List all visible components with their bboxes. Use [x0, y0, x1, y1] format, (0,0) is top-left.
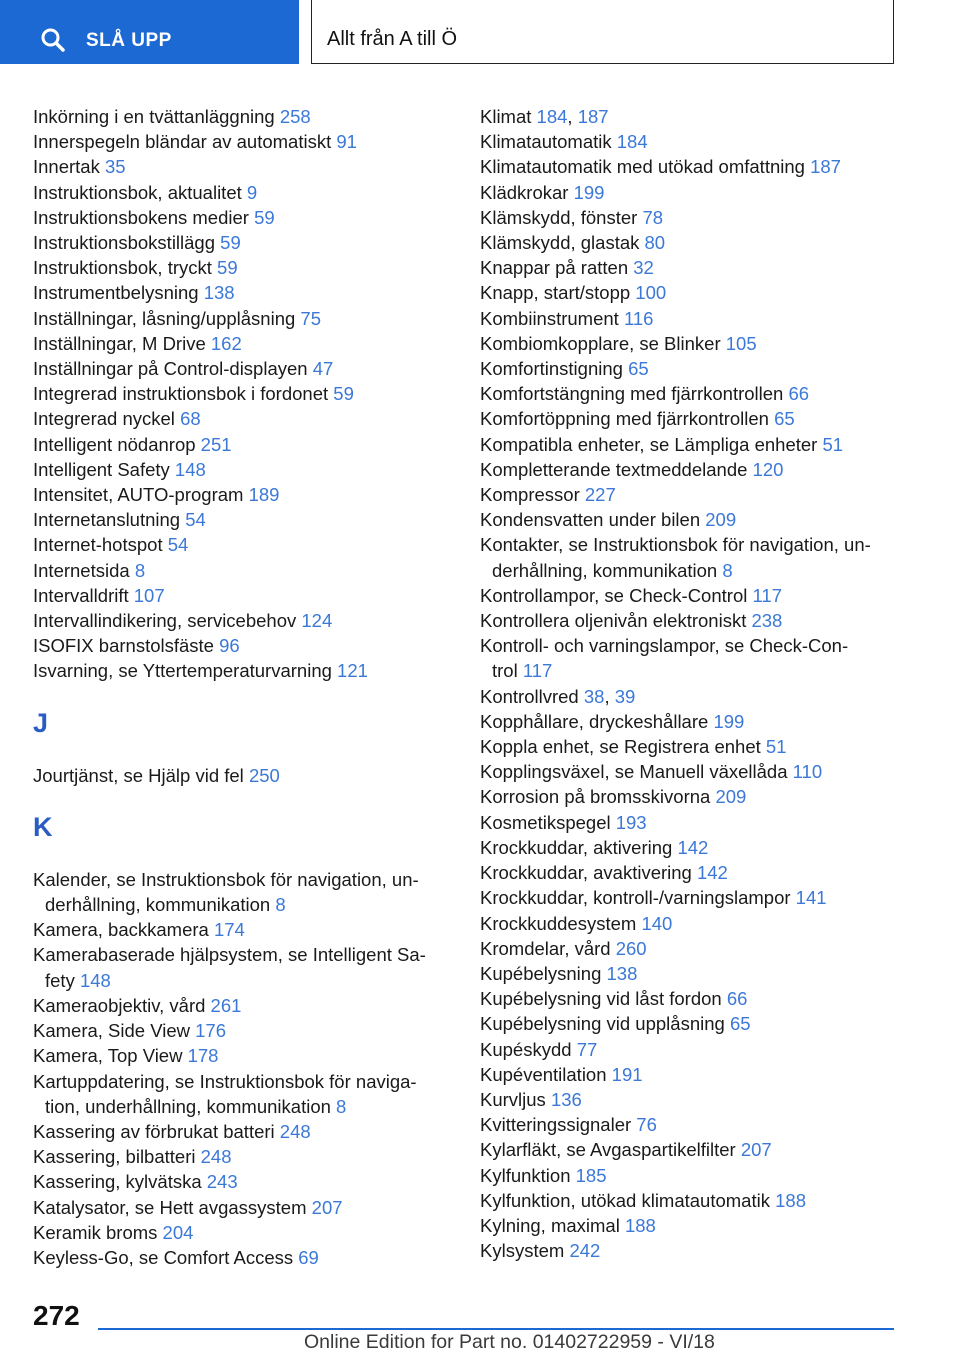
index-entry [480, 1112, 900, 1137]
index-entry [480, 482, 900, 507]
page-reference-link[interactable]: 138 [606, 962, 638, 984]
index-entry-text: Komfortöppning med fjärrkontrollen [480, 408, 775, 430]
index-entry-text: trol [492, 660, 523, 682]
index-entry-text: fety [45, 969, 80, 991]
index-entry [33, 356, 443, 381]
index-entry [33, 583, 443, 608]
page-reference-link[interactable]: 193 [615, 811, 647, 833]
index-entry-text: Kamera, Top View [33, 1045, 188, 1067]
page-reference-link[interactable]: 8 [134, 559, 146, 581]
page-reference-link[interactable]: 124 [301, 610, 333, 632]
page-reference-link[interactable]: 142 [696, 862, 728, 884]
index-entry-text: Kamera, Side View [33, 1020, 196, 1042]
index-entry-text: Kontroll- och varningslampor, se Check-Con- [480, 635, 849, 657]
page-reference-link[interactable]: 148 [174, 458, 206, 480]
index-entry [480, 1087, 900, 1112]
index-entry [480, 205, 900, 230]
index-entry-text: Klämskydd, glastak [480, 232, 645, 254]
page-reference-link[interactable]: 38 [583, 685, 605, 707]
index-entry-text: Krockkuddar, kontroll-/varningslampor [480, 887, 796, 909]
index-entry [480, 331, 900, 356]
index-entry-text: Instruktionsbok, tryckt [33, 257, 218, 279]
index-entry-text: Kupéskydd [480, 1038, 577, 1060]
index-entry-text: Kassering av förbrukat batteri [33, 1120, 280, 1142]
index-entry [480, 1238, 900, 1263]
index-entry [480, 1137, 900, 1162]
index-entry [33, 1245, 443, 1270]
index-entry [33, 482, 443, 507]
index-entry-text: Knapp, start/stopp [480, 282, 636, 304]
index-entry-text: Kupébelysning [480, 962, 607, 984]
index-entry-text: Intelligent nödanrop [33, 433, 201, 455]
index-entry-text: Klädkrokar [480, 181, 574, 203]
index-entry [33, 763, 443, 788]
index-entry-text: ISOFIX barnstolsfäste [33, 635, 220, 657]
page-reference-link[interactable]: 138 [203, 282, 235, 304]
index-entry-text: Inställningar på Control-displayen [33, 358, 313, 380]
page-reference-link[interactable]: 261 [210, 994, 242, 1016]
index-entry [480, 180, 900, 205]
index-entry-text: Kompatibla enheter, se Lämpliga enheter [480, 433, 823, 455]
index-entry [33, 331, 443, 356]
index-entry-text: Instrumentbelysning [33, 282, 204, 304]
page-reference-link[interactable]: 59 [254, 206, 275, 228]
page-reference-link[interactable]: 65 [628, 358, 649, 380]
page-reference-link[interactable]: 148 [79, 969, 111, 991]
index-entry [33, 507, 443, 532]
index-entry-text: Instruktionsbokstillägg [33, 232, 221, 254]
page-reference-link[interactable]: 238 [751, 610, 783, 632]
index-entry-text: Innertak [33, 156, 105, 178]
index-entry-text: Kombiinstrument [480, 307, 624, 329]
index-entry-text: Integrerad instruktionsbok i fordonet [33, 383, 334, 405]
page-reference-link[interactable]: 35 [105, 156, 126, 178]
index-entry-text: Kartuppdatering, se Instruktionsbok för naviga- [33, 1070, 417, 1092]
index-entry [33, 280, 443, 305]
index-entry [480, 1213, 900, 1238]
page-reference-link[interactable]: 76 [636, 1114, 657, 1136]
index-entry [33, 993, 443, 1018]
index-entry [480, 154, 900, 179]
index-letter-heading: J [33, 707, 49, 738]
section-title-box [311, 0, 894, 64]
index-column-left [33, 104, 443, 1270]
index-entry-text: Korrosion på bromsskivorna [480, 786, 716, 808]
search-button[interactable] [0, 0, 299, 64]
index-entry [480, 1163, 900, 1188]
index-entry-text: Kassering, kylvätska [33, 1171, 207, 1193]
index-entry-text: derhållning, kommunikation [492, 559, 723, 581]
page-reference-link[interactable]: 174 [213, 919, 245, 941]
index-entry-text: Kopphållare, dryckeshållare [480, 710, 714, 732]
page-reference-link[interactable]: 191 [611, 1063, 643, 1085]
index-entry [33, 1220, 443, 1245]
index-entry [33, 608, 443, 633]
index-entry [480, 306, 900, 331]
index-entry-text: derhållning, kommunikation [45, 894, 276, 916]
index-entry [33, 306, 443, 331]
index-entry [480, 280, 900, 305]
page-reference-link[interactable]: 59 [217, 257, 238, 279]
index-entry-text: Komfortinstigning [480, 358, 629, 380]
index-entry-text: Klimatautomatik med utökad omfattning [480, 156, 811, 178]
page-reference-link[interactable]: 207 [740, 1139, 772, 1161]
page-reference-link[interactable]: 54 [167, 534, 189, 556]
page-reference-link[interactable]: 100 [635, 282, 667, 304]
index-entry [33, 1169, 443, 1194]
index-entry [480, 633, 900, 683]
page-reference-link[interactable]: 117 [752, 584, 782, 606]
page-reference-link[interactable]: 248 [279, 1120, 311, 1142]
index-entry-text: Kameraobjektiv, vård [33, 994, 211, 1016]
page-reference-link[interactable]: 65 [729, 1013, 751, 1035]
index-entry-text: Kosmetikspegel [480, 811, 616, 833]
page-ref-separator: , [604, 685, 615, 707]
index-entry [33, 1018, 443, 1043]
index-entry [33, 1069, 443, 1119]
index-entry [480, 734, 900, 759]
page-reference-link[interactable]: 204 [162, 1221, 194, 1243]
index-entry-text: Kylsystem [480, 1240, 570, 1262]
index-entry [480, 507, 900, 532]
index-entry [480, 885, 900, 910]
index-entry [480, 784, 900, 809]
page-reference-link[interactable]: 77 [576, 1038, 598, 1060]
index-entry-text: Innerspegeln bländar av automatiskt [33, 131, 337, 153]
index-entry-text: Kamerabaserade hjälpsystem, se Intelligent Sa- [33, 944, 426, 966]
index-entry-text: Kupéventilation [480, 1063, 612, 1085]
index-entry-text: Keramik broms [33, 1221, 163, 1243]
index-entry [33, 1144, 443, 1169]
page-reference-link[interactable]: 51 [822, 433, 844, 455]
index-entry [33, 1043, 443, 1068]
page-reference-link[interactable]: 47 [312, 358, 334, 380]
index-entry-text: Kromdelar, vård [480, 937, 616, 959]
index-entry-text: Kontrollera oljenivån elektroniskt [480, 610, 752, 632]
search-icon [40, 27, 66, 53]
page-reference-link[interactable]: 105 [725, 332, 757, 354]
page-reference-link[interactable]: 78 [642, 206, 664, 228]
page-reference-link[interactable]: 8 [275, 894, 286, 916]
page-reference-link[interactable]: 199 [713, 710, 745, 732]
index-entry [33, 154, 443, 179]
index-entry-text: Inställningar, låsning/upplåsning [33, 307, 301, 329]
index-entry [480, 835, 900, 860]
index-entry [33, 658, 443, 683]
page-reference-link[interactable]: 91 [336, 131, 357, 153]
page-reference-link[interactable]: 59 [220, 232, 241, 254]
index-entry-text: Krockkuddar, avaktivering [480, 862, 697, 884]
index-entry [480, 608, 900, 633]
index-entry-text: Kompletterande textmeddelande [480, 458, 753, 480]
page-reference-link[interactable]: 69 [298, 1246, 319, 1268]
index-entry-text: Isvarning, se Yttertemperaturvarning [33, 660, 338, 682]
index-entry [480, 104, 900, 129]
page-reference-link[interactable]: 110 [792, 761, 823, 783]
page-reference-link[interactable]: 9 [246, 181, 258, 203]
index-entry [480, 381, 900, 406]
index-entry [480, 759, 900, 784]
index-letter-heading: K [33, 811, 53, 842]
index-entry-text: Kompressor [480, 484, 585, 506]
page-reference-link[interactable]: 187 [577, 106, 609, 127]
footer-divider [98, 1328, 894, 1330]
index-entry [33, 942, 443, 992]
page-reference-link[interactable]: 250 [248, 764, 280, 786]
page-reference-link[interactable]: 188 [775, 1189, 806, 1211]
index-entry [480, 860, 900, 885]
index-entry [33, 129, 443, 154]
index-entry-text: Kupébelysning vid upplåsning [480, 1013, 730, 1035]
index-entry [480, 709, 900, 734]
index-entry [480, 255, 900, 280]
index-entry [480, 1188, 900, 1213]
page-reference-link[interactable]: 59 [333, 383, 354, 405]
index-entry [33, 381, 443, 406]
page-reference-link[interactable]: 209 [715, 786, 747, 808]
index-entry [480, 936, 900, 961]
index-entry [33, 867, 443, 917]
index-entry [33, 1119, 443, 1144]
index-entry-text: Kylfunktion [480, 1164, 576, 1186]
search-button-label: SLÅ UPP [86, 30, 172, 51]
index-entry [33, 180, 443, 205]
page-reference-link[interactable]: 65 [774, 408, 795, 430]
index-entry-text: Intervalldrift [33, 584, 134, 606]
index-entry [480, 911, 900, 936]
page-reference-link[interactable]: 176 [195, 1020, 227, 1042]
page-ref-separator: , [567, 106, 578, 127]
index-entry-text: Kurvljus [480, 1088, 551, 1110]
page-reference-link[interactable]: 199 [573, 181, 605, 203]
page-reference-link[interactable]: 120 [752, 458, 784, 480]
page-reference-link[interactable]: 141 [795, 887, 827, 909]
page-reference-link[interactable]: 8 [722, 559, 733, 581]
page-reference-link[interactable]: 80 [644, 232, 666, 254]
page-reference-link[interactable]: 96 [219, 635, 240, 657]
index-entry [33, 104, 443, 129]
index-entry-text: Kylning, maximal [480, 1214, 625, 1236]
footer-edition-text: Online Edition for Part no. 01402722959 - VI/18 [304, 1331, 715, 1353]
page-reference-link[interactable]: 121 [337, 660, 368, 682]
page-reference-link[interactable]: 189 [248, 484, 280, 506]
page-reference-link[interactable]: 188 [624, 1214, 656, 1236]
index-entry-text: Instruktionsbokens medier [33, 206, 255, 228]
page-reference-link[interactable]: 207 [311, 1196, 343, 1218]
index-entry-text: Kvitteringssignaler [480, 1114, 637, 1136]
index-entry-text: Kassering, bilbatteri [33, 1146, 201, 1168]
page-reference-link[interactable]: 209 [705, 509, 737, 531]
index-entry-text: Intervallindikering, servicebehov [33, 610, 302, 632]
index-entry-text: Jourtjänst, se Hjälp vid fel [33, 764, 249, 786]
index-entry-text: Klimat [480, 106, 537, 127]
index-entry-text: Klämskydd, fönster [480, 206, 643, 228]
page-reference-link[interactable]: 178 [187, 1045, 219, 1067]
index-entry-text: Kopplingsväxel, se Manuell växellåda [480, 761, 793, 783]
index-entry-text: Kontakter, se Instruktionsbok för navigation, un- [480, 534, 871, 556]
page-reference-link[interactable]: 8 [336, 1095, 347, 1117]
section-title: Allt från A till Ö [327, 28, 458, 50]
index-entry [480, 986, 900, 1011]
page-reference-link[interactable]: 184 [616, 131, 648, 153]
index-entry [33, 558, 443, 583]
index-entry-text: Kylarfläkt, se Avgaspartikelfilter [480, 1139, 741, 1161]
index-entry-text: Klimatautomatik [480, 131, 617, 153]
page-reference-link[interactable]: 140 [641, 912, 673, 934]
index-entry-text: Krockkuddar, aktivering [480, 836, 678, 858]
index-entry [480, 810, 900, 835]
index-entry-text: Internetsida [33, 559, 135, 581]
index-entry-text: Internet-hotspot [33, 534, 168, 556]
index-entry [480, 1062, 900, 1087]
page-reference-link[interactable]: 260 [615, 937, 647, 959]
index-entry [480, 432, 900, 457]
page-reference-link[interactable]: 68 [180, 408, 201, 430]
index-entry [33, 1195, 443, 1220]
index-entry-text: Krockkuddesystem [480, 912, 642, 934]
index-entry [33, 917, 443, 942]
index-entry-text: Kamera, backkamera [33, 919, 214, 941]
index-entry-text: Intensitet, AUTO-program [33, 484, 249, 506]
page-reference-link[interactable]: 51 [765, 736, 787, 758]
page-reference-link[interactable]: 184 [536, 106, 568, 127]
index-entry-text: Katalysator, se Hett avgassystem [33, 1196, 312, 1218]
page-reference-link[interactable]: 251 [200, 433, 232, 455]
index-entry-text: Kontrollvred [480, 685, 584, 707]
index-entry-text: Kondensvatten under bilen [480, 509, 706, 531]
page-reference-link[interactable]: 54 [185, 509, 206, 531]
index-entry [480, 406, 900, 431]
index-entry [480, 457, 900, 482]
index-entry [480, 1037, 900, 1062]
page-reference-link[interactable]: 107 [133, 584, 165, 606]
index-entry-text: Kupébelysning vid låst fordon [480, 988, 727, 1010]
index-entry-text: Inställningar, M Drive [33, 332, 211, 354]
index-entry-text: Integrerad nyckel [33, 408, 181, 430]
index-entry-text: Keyless-Go, se Comfort Access [33, 1246, 299, 1268]
page-number: 272 [33, 1300, 80, 1331]
page-reference-link[interactable]: 242 [569, 1240, 601, 1262]
index-entry [480, 684, 900, 709]
page-reference-link[interactable]: 243 [206, 1171, 238, 1193]
index-entry [480, 1011, 900, 1036]
index-entry-text: Koppla enhet, se Registrera enhet [480, 736, 766, 758]
index-entry [33, 406, 443, 431]
index-entry-text: Komfortstängning med fjärrkontrollen [480, 383, 789, 405]
page-reference-link[interactable]: 185 [575, 1164, 607, 1186]
page-reference-link[interactable]: 142 [677, 836, 709, 858]
index-column-right [480, 104, 900, 1263]
page-reference-link[interactable]: 116 [623, 307, 654, 329]
index-entry [33, 532, 443, 557]
index-entry-text: Internetanslutning [33, 509, 186, 531]
index-entry [480, 356, 900, 381]
index-entry [33, 205, 443, 230]
page-reference-link[interactable]: 162 [210, 332, 242, 354]
index-entry [33, 230, 443, 255]
index-entry [33, 432, 443, 457]
page-reference-link[interactable]: 248 [200, 1146, 232, 1168]
page-reference-link[interactable]: 187 [810, 156, 841, 178]
page-reference-link[interactable]: 136 [550, 1088, 582, 1110]
page-reference-link[interactable]: 39 [614, 685, 636, 707]
index-entry-text: Kombiomkopplare, se Blinker [480, 332, 726, 354]
index-entry [480, 230, 900, 255]
index-entry [33, 633, 443, 658]
page-reference-link[interactable]: 258 [279, 106, 311, 127]
index-entry-text: Kontrollampor, se Check-Control [480, 584, 753, 606]
index-entry-text: tion, underhållning, kommunikation [45, 1095, 337, 1117]
page-reference-link[interactable]: 66 [726, 988, 748, 1010]
page-reference-link[interactable]: 32 [633, 257, 654, 279]
top-bar [0, 0, 960, 66]
index-entry-text: Intelligent Safety [33, 458, 175, 480]
index-entry [33, 255, 443, 280]
page-reference-link[interactable]: 75 [300, 307, 321, 329]
index-entry [480, 129, 900, 154]
index-entry-text: Knappar på ratten [480, 257, 634, 279]
index-entry [33, 457, 443, 482]
page-reference-link[interactable]: 66 [788, 383, 810, 405]
index-entry-text: Kalender, se Instruktionsbok för navigation, un- [33, 868, 419, 890]
index-entry [480, 532, 900, 582]
index-entry [480, 583, 900, 608]
index-entry-text: Instruktionsbok, aktualitet [33, 181, 247, 203]
index-entry [480, 961, 900, 986]
page-reference-link[interactable]: 227 [584, 484, 616, 506]
index-entry-text: Inkörning i en tvättanläggning [33, 106, 280, 127]
index-entry-text: Kylfunktion, utökad klimatautomatik [480, 1189, 776, 1211]
page-reference-link[interactable]: 117 [522, 660, 553, 682]
